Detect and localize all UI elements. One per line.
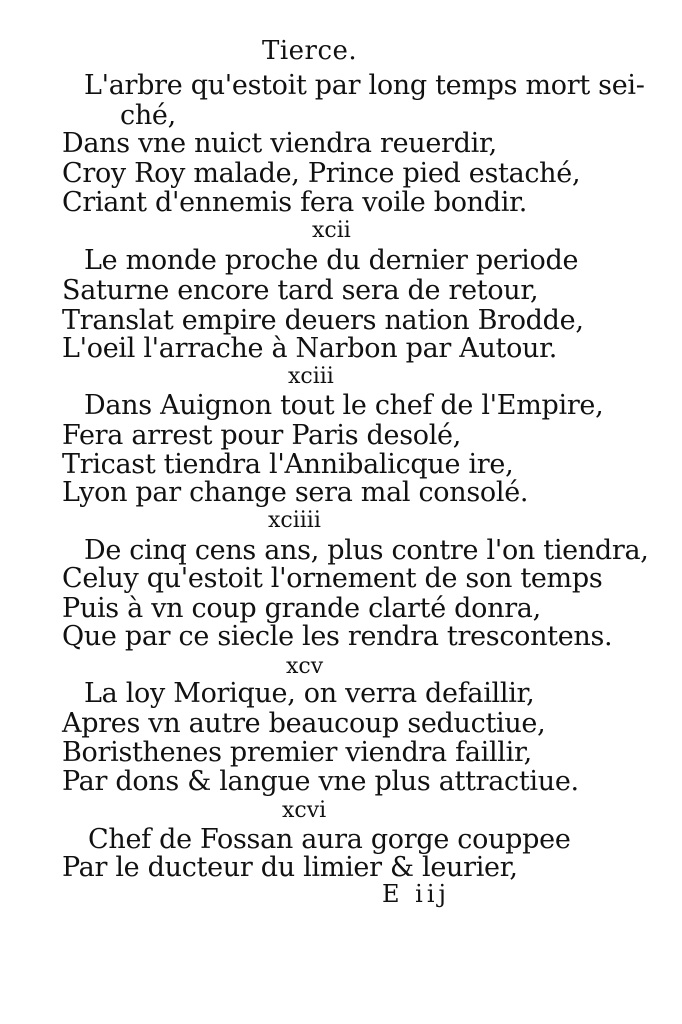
verse-line: L'oeil l'arrache à Narbon par Autour. xyxy=(62,333,558,364)
quatrain-number: xciiii xyxy=(268,508,321,533)
verse-line: Criant d'ennemis fera voile bondir. xyxy=(62,187,528,218)
verse-line: Dans vne nuict viendra reuerdir, xyxy=(62,128,497,159)
verse-line: La loy Morique, on verra defaillir, xyxy=(84,678,535,709)
quatrain-number: xcii xyxy=(312,218,351,243)
verse-line: Dans Auignon tout le chef de l'Empire, xyxy=(84,390,604,421)
verse-line: Par dons & langue vne plus attractiue. xyxy=(62,766,579,797)
verse-line: Par le ducteur du limier & leurier, xyxy=(62,852,518,883)
verse-line: Saturne encore tard sera de retour, xyxy=(62,275,539,306)
verse-line: Lyon par change sera mal consolé. xyxy=(62,477,529,508)
verse-line: De cinq cens ans, plus contre l'on tiendra, xyxy=(84,535,649,566)
quatrain-number: xcvi xyxy=(282,798,327,823)
quatrain-number: xciii xyxy=(288,364,334,389)
verse-line: Puis à vn coup grande clarté donra, xyxy=(62,593,541,624)
verse-line: Boristhenes premier viendra faillir, xyxy=(62,737,532,768)
verse-line: Tricast tiendra l'Annibalicque ire, xyxy=(62,449,514,480)
quatrain-number: xcv xyxy=(286,654,324,679)
verse-line: Apres vn autre beaucoup seductiue, xyxy=(62,708,546,739)
verse-line: Translat empire deuers nation Brodde, xyxy=(62,305,584,336)
verse-line: Celuy qu'estoit l'ornement de son temps xyxy=(62,563,603,594)
verse-line: Croy Roy malade, Prince pied estaché, xyxy=(62,158,581,189)
verse-line: Chef de Fossan aura gorge couppee xyxy=(88,824,571,855)
signature-mark: E iij xyxy=(382,880,450,908)
verse-line: Que par ce siecle les rendra trescontens. xyxy=(62,621,613,652)
running-head: Tierce. xyxy=(262,36,358,66)
verse-line: ché, xyxy=(120,100,176,131)
verse-line: L'arbre qu'estoit par long temps mort sei- xyxy=(84,70,645,101)
verse-line: Fera arrest pour Paris desolé, xyxy=(62,420,462,451)
verse-line: Le monde proche du dernier periode xyxy=(84,245,579,276)
